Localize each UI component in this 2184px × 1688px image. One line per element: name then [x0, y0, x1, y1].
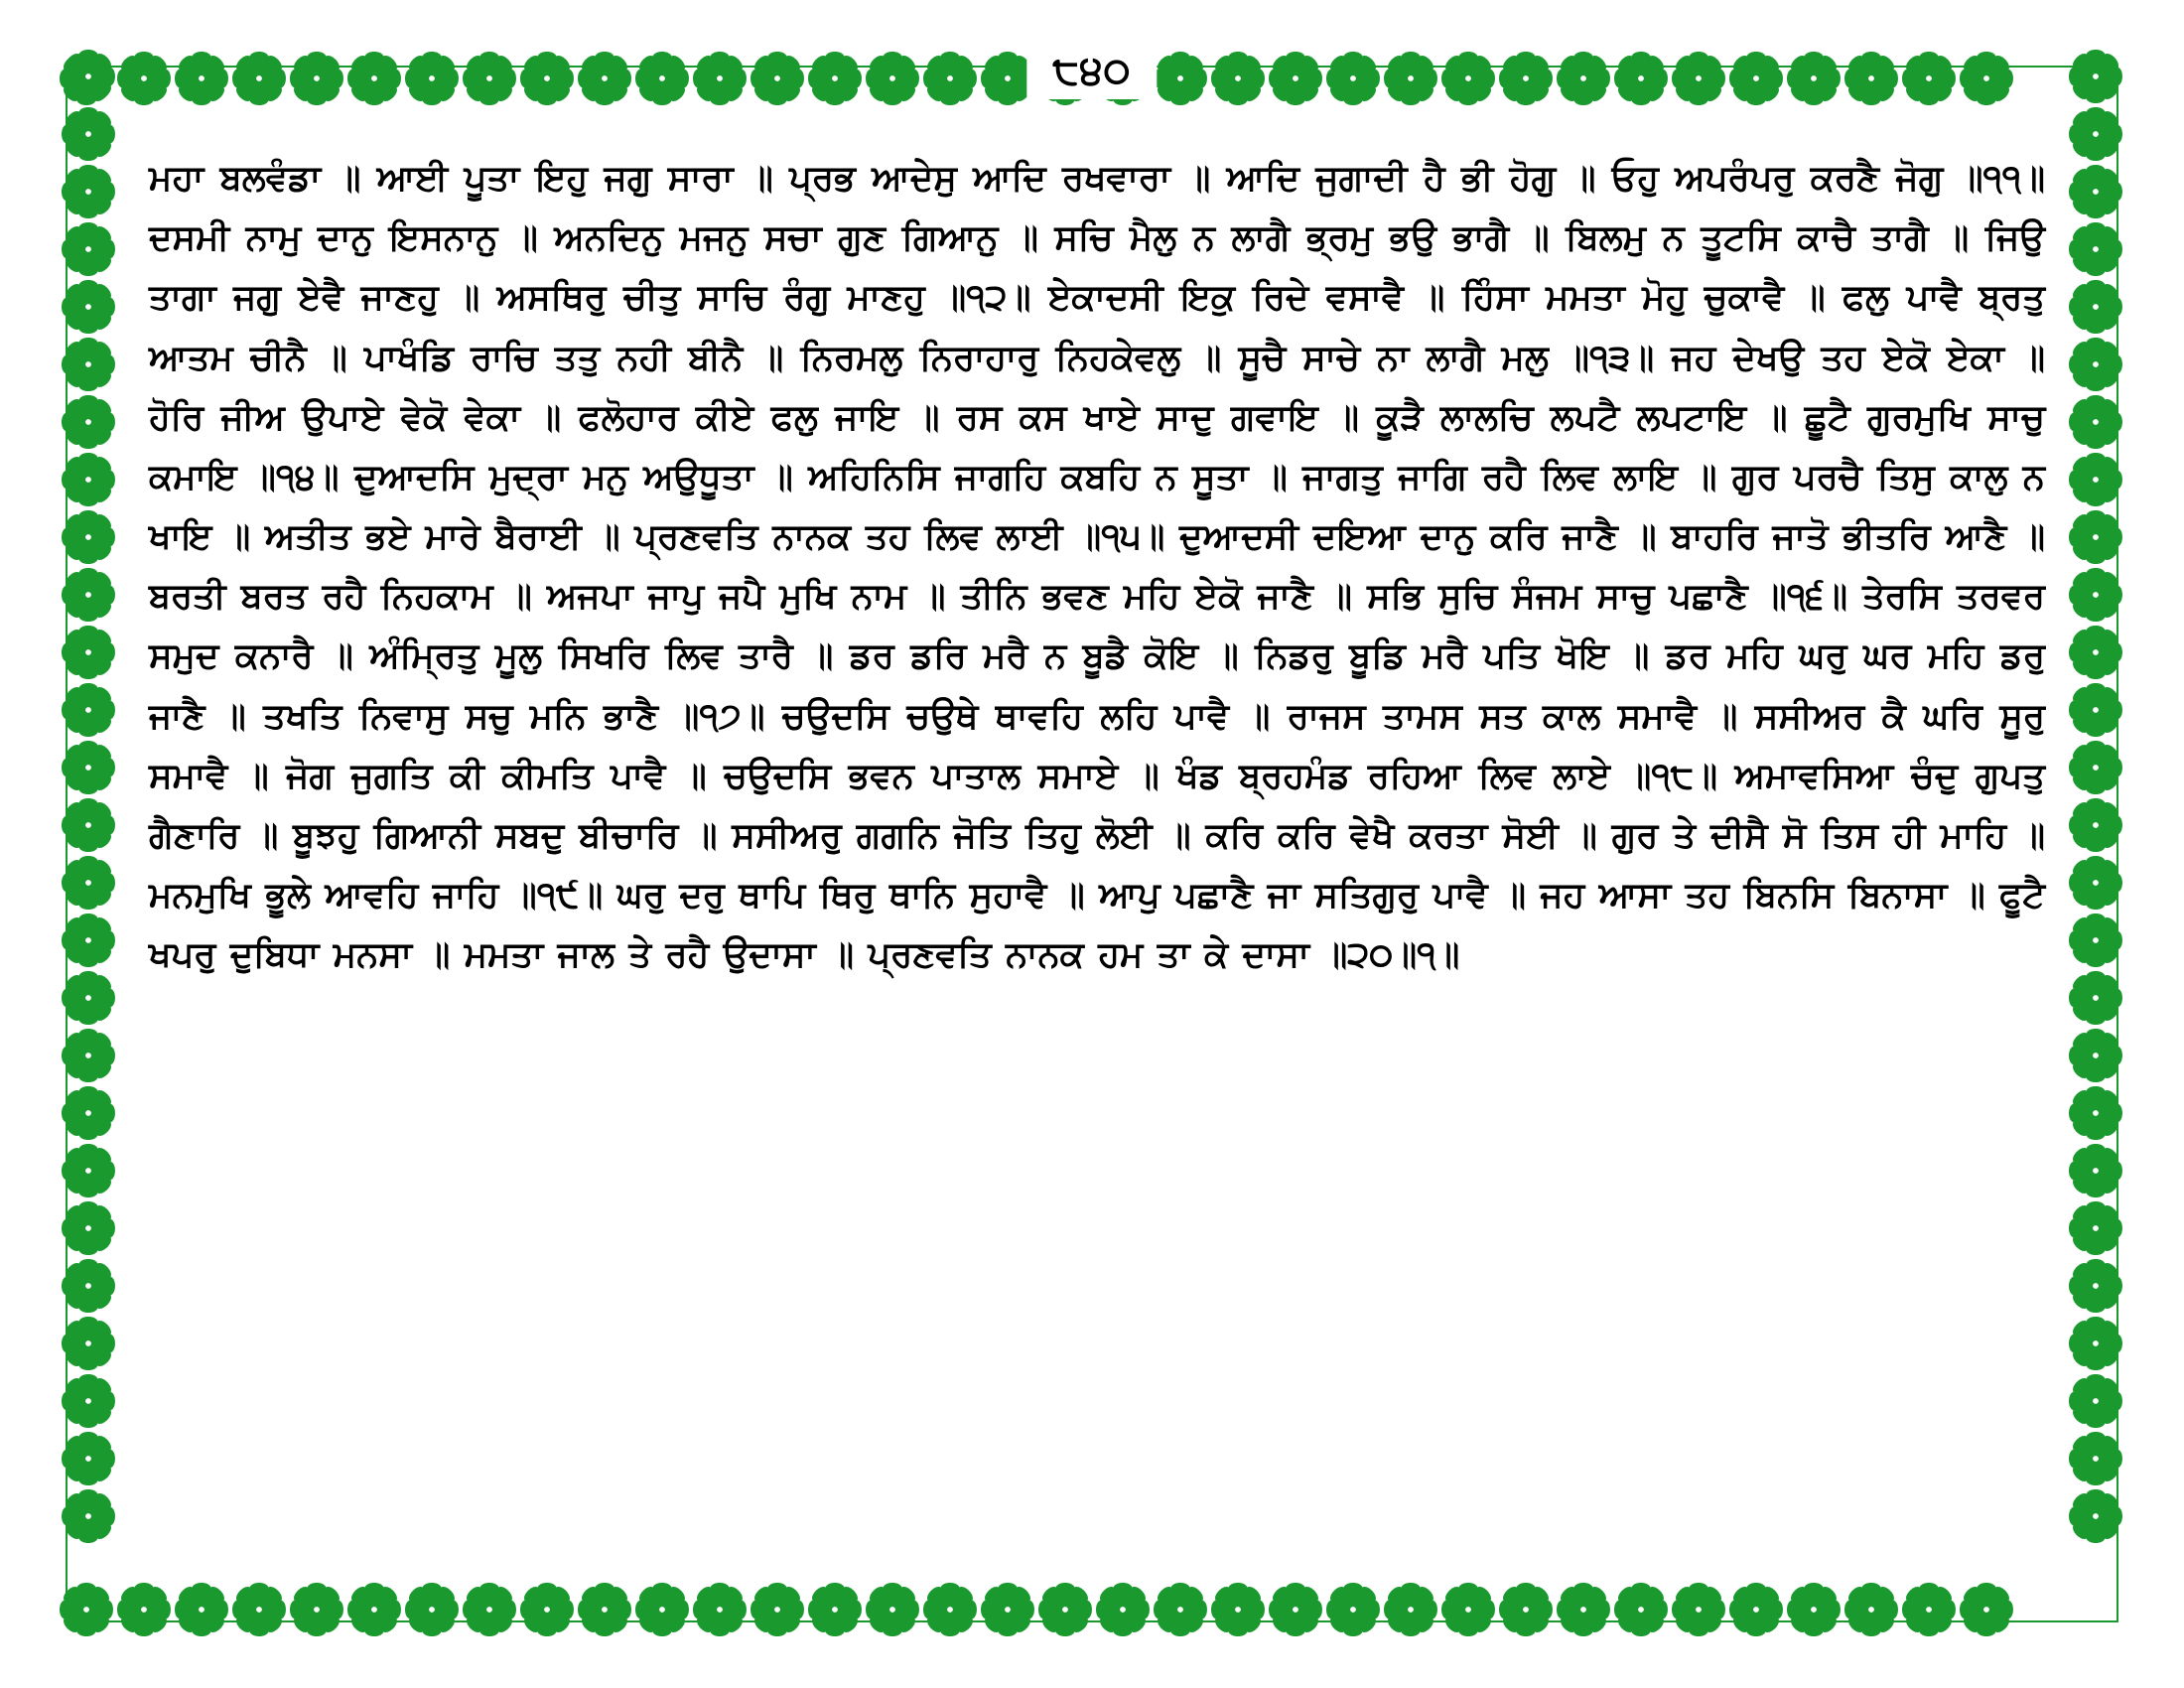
- page-number: ੮੪੦: [1052, 48, 1132, 93]
- gurbani-text: ਮਹਾ ਬਲਵੰਡਾ ॥ ਆਈ ਪੂਤਾ ਇਹੁ ਜਗੁ ਸਾਰਾ ॥ ਪ੍ਰਭ ਆਦੇਸੁ ਆਦਿ ਰਖਵਾਰਾ ॥ ਆਦਿ ਜੁਗਾਦੀ ਹੈ ਭੀ ਹੋਗੁ ॥ ਓਹੁ ਅਪਰੰਪਰੁ ਕਰਣੈ ਜੋਗੁ ॥੧੧॥ ਦਸਮੀ ਨਾਮੁ ਦਾਨੁ ਇਸਨਾਨੁ ॥ ਅਨਦਿਨੁ ਮਜਨੁ ਸਚਾ ਗੁਣ ਗਿਆਨੁ ॥ ਸਚਿ ਮੈਲੁ ਨ ਲਾਗੈ ਭ੍ਰਮੁ ਭਉ ਭਾਗੈ ॥ ਬਿਲਮੁ ਨ ਤੂਟਸਿ ਕਾਚੈ ਤਾਗੈ ॥ ਜਿਉ ਤਾਗਾ ਜਗੁ ਏਵੈ ਜਾਣਹੁ ॥ ਅਸਥਿਰੁ ਚੀਤੁ ਸਾਚਿ ਰੰਗੁ ਮਾਣਹੁ ॥੧੨॥ ਏਕਾਦਸੀ ਇਕੁ ਰਿਦੇ ਵਸਾਵੈ ॥ ਹਿੰਸਾ ਮਮਤਾ ਮੋਹੁ ਚੁਕਾਵੈ ॥ ਫਲੁ ਪਾਵੈ ਬ੍ਰਤੁ ਆਤਮ ਚੀਨੈ ॥ ਪਾਖੰਡਿ ਰਾਚਿ ਤਤੁ ਨਹੀ ਬੀਨੈ ॥ ਨਿਰਮਲੁ ਨਿਰਾਹਾਰੁ ਨਿਹਕੇਵਲੁ ॥ ਸੂਚੈ ਸਾਚੇ ਨਾ ਲਾਗੈ ਮਲੁ ॥੧੩॥ ਜਹ ਦੇਖਉ ਤਹ ਏਕੋ ਏਕਾ ॥ ਹੋਰਿ ਜੀਅ ਉਪਾਏ ਵੇਕੋ ਵੇਕਾ ॥ ਫਲੋਹਾਰ ਕੀਏ ਫਲੁ ਜਾਇ ॥ ਰਸ ਕਸ ਖਾਏ ਸਾਦੁ ਗਵਾਇ ॥ ਕੂੜੈ ਲਾਲਚਿ ਲਪਟੈ ਲਪਟਾਇ ॥ ਛੂਟੈ ਗੁਰਮੁਖਿ ਸਾਚੁ ਕਮਾਇ ॥੧੪॥ ਦੁਆਦਸਿ ਮੁਦ੍ਰਾ ਮਨੁ ਅਉਧੂਤਾ ॥ ਅਹਿਨਿਸਿ ਜਾਗਹਿ ਕਬਹਿ ਨ ਸੂਤਾ ॥ ਜਾਗਤੁ ਜਾਗਿ ਰਹੈ ਲਿਵ ਲਾਇ ॥ ਗੁਰ ਪਰਚੈ ਤਿਸੁ ਕਾਲੁ ਨ ਖਾਇ ॥ ਅਤੀਤ ਭਏ ਮਾਰੇ ਬੈਰਾਈ ॥ ਪ੍ਰਣਵਤਿ ਨਾਨਕ ਤਹ ਲਿਵ ਲਾਈ ॥੧੫॥ ਦੁਆਦਸੀ ਦਇਆ ਦਾਨੁ ਕਰਿ ਜਾਣੈ ॥ ਬਾਹਰਿ ਜਾਤੋ ਭੀਤਰਿ ਆਣੈ ॥ ਬਰਤੀ ਬਰਤ ਰਹੈ ਨਿਹਕਾਮ ॥ ਅਜਪਾ ਜਾਪੁ ਜਪੈ ਮੁਖਿ ਨਾਮ ॥ ਤੀਨਿ ਭਵਣ ਮਹਿ ਏਕੋ ਜਾਣੈ ॥ ਸਭਿ ਸੁਚਿ ਸੰਜਮ ਸਾਚੁ ਪਛਾਣੈ ॥੧੬॥ ਤੇਰਸਿ ਤਰਵਰ ਸਮੁਦ ਕਨਾਰੈ ॥ ਅੰਮ੍ਰਿਤੁ ਮੂਲੁ ਸਿਖਰਿ ਲਿਵ ਤਾਰੈ ॥ ਡਰ ਡਰਿ ਮਰੈ ਨ ਬੂਡੈ ਕੋਇ ॥ ਨਿਡਰੁ ਬੂਡਿ ਮਰੈ ਪਤਿ ਖੋਇ ॥ ਡਰ ਮਹਿ ਘਰੁ ਘਰ ਮਹਿ ਡਰੁ ਜਾਣੈ ॥ ਤਖਤਿ ਨਿਵਾਸੁ ਸਚੁ ਮਨਿ ਭਾਣੈ ॥੧੭॥ ਚਉਦਸਿ ਚਉਥੇ ਥਾਵਹਿ ਲਹਿ ਪਾਵੈ ॥ ਰਾਜਸ ਤਾਮਸ ਸਤ ਕਾਲ ਸਮਾਵੈ ॥ ਸਸੀਅਰ ਕੈ ਘਰਿ ਸੂਰੁ ਸਮਾਵੈ ॥ ਜੋਗ ਜੁਗਤਿ ਕੀ ਕੀਮਤਿ ਪਾਵੈ ॥ ਚਉਦਸਿ ਭਵਨ ਪਾਤਾਲ ਸਮਾਏ ॥ ਖੰਡ ਬ੍ਰਹਮੰਡ ਰਹਿਆ ਲਿਵ ਲਾਏ ॥੧੮॥ ਅਮਾਵਸਿਆ ਚੰਦੁ ਗੁਪਤੁ ਗੈਣਾਰਿ ॥ ਬੂਝਹੁ ਗਿਆਨੀ ਸਬਦੁ ਬੀਚਾਰਿ ॥ ਸਸੀਅਰੁ ਗਗਨਿ ਜੋਤਿ ਤਿਹੁ ਲੋਈ ॥ ਕਰਿ ਕਰਿ ਵੇਖੈ ਕਰਤਾ ਸੋਈ ॥ ਗੁਰ ਤੇ ਦੀਸੈ ਸੋ ਤਿਸ ਹੀ ਮਾਹਿ ॥ ਮਨਮੁਖਿ ਭੂਲੇ ਆਵਹਿ ਜਾਹਿ ॥੧੯॥ ਘਰੁ ਦਰੁ ਥਾਪਿ ਥਿਰੁ ਥਾਨਿ ਸੁਹਾਵੈ ॥ ਆਪੁ ਪਛਾਣੈ ਜਾ ਸਤਿਗੁਰੁ ਪਾਵੈ ॥ ਜਹ ਆਸਾ ਤਹ ਬਿਨਸਿ ਬਿਨਾਸਾ ॥ ਫੂਟੈ ਖਪਰੁ ਦੁਬਿਧਾ ਮਨਸਾ ॥ ਮਮਤਾ ਜਾਲ ਤੇ ਰਹੈ ਉਦਾਸਾ ॥ ਪ੍ਰਣਵਤਿ ਨਾਨਕ ਹਮ ਤਾ ਕੇ ਦਾਸਾ ॥੨੦॥੧॥: [149, 158, 2046, 976]
- scripture-body: [149, 149, 2045, 1549]
- page-number-band: [1026, 44, 1157, 99]
